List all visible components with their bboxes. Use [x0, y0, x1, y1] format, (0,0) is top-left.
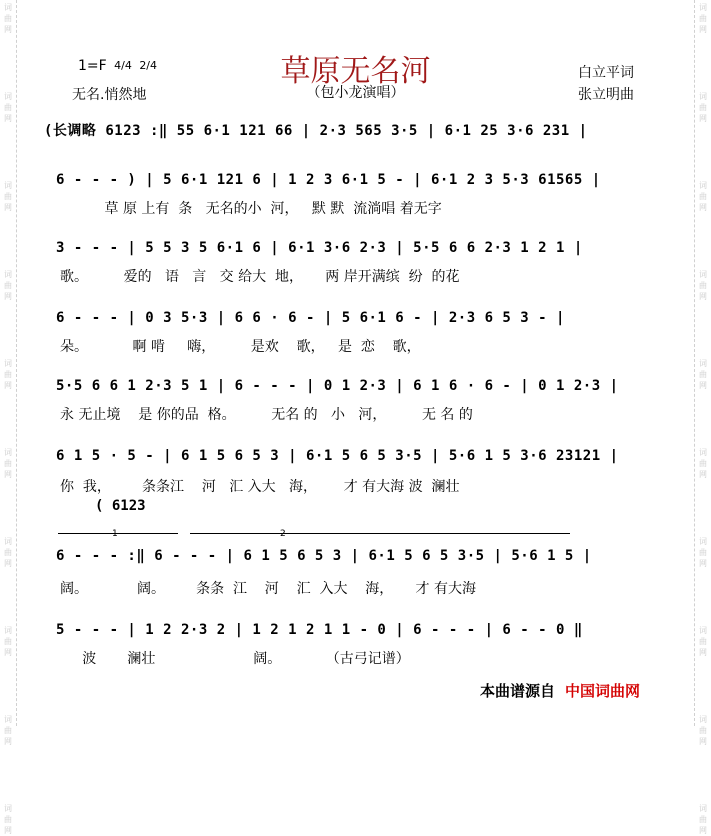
- watermark-text: 词 曲 网: [4, 626, 12, 657]
- time-signature-2: 2/4: [139, 59, 158, 72]
- key-label: 1=F: [78, 58, 107, 74]
- lyrics-line-8: 波 澜壮 阔。 （古弓记谱）: [60, 651, 410, 667]
- footer-site-link[interactable]: 中国词曲网: [565, 682, 641, 700]
- singer-subtitle: （包小龙演唱）: [306, 85, 405, 101]
- score-line-3: 3 - - - | 5 5 3 5 6·1 6 | 6·1 3·6 2·3 | 5·5 6 6 2·3 1 2 1 |: [56, 240, 583, 256]
- ending-1-label: 1: [112, 529, 118, 539]
- watermark-text: 词 曲 网: [699, 448, 707, 479]
- lyrics-line-3: 歌。 爱的 语 言 交 给大 地， 两 岸开满缤 纷 的花: [60, 269, 460, 285]
- source-footer: [480, 680, 640, 701]
- footer-source-label: 本曲谱源自: [480, 682, 556, 700]
- lyricist-credit: 白立平词: [578, 65, 634, 81]
- watermark-text: 词 曲 网: [4, 715, 12, 746]
- watermark-text: 词 曲 网: [4, 359, 12, 390]
- performance-style: 无名.悄然地: [72, 87, 147, 103]
- watermark-text: 词 曲 网: [4, 92, 12, 123]
- watermark-text: 词 曲 网: [699, 626, 707, 657]
- watermark-text: 词 曲 网: [699, 359, 707, 390]
- watermark-text: 词 曲 网: [4, 804, 12, 835]
- ending-1-line: [58, 533, 178, 534]
- ending-2-line: [190, 533, 570, 534]
- score-line-8: 5 - - - | 1 2 2·3 2 | 1 2 1 2 1 1 - 0 | 6 - - - | 6 - - 0 ‖: [56, 622, 583, 638]
- lyrics-line-5: 永 无止境 是 你的品 格。 无名 的 小 河， 无 名 的: [60, 407, 473, 423]
- watermark-text: 词 曲 网: [4, 3, 12, 34]
- score-line-4: 6 - - - | 0 3 5·3 | 6 6 · 6 - | 5 6·1 6 - | 2·3 6 5 3 - |: [56, 310, 565, 326]
- watermark-text: 词 曲 网: [699, 537, 707, 568]
- right-watermark-strip: [694, 0, 711, 835]
- watermark-text: 词 曲 网: [4, 270, 12, 301]
- watermark-text: 词 曲 网: [699, 270, 707, 301]
- lyrics-line-6: 你 我， 条条江 河 汇 入大 海， 才 有大海 波 澜壮: [60, 479, 460, 495]
- repeat-bracket-notes: ( 6123: [95, 498, 146, 514]
- watermark-text: 词 曲 网: [4, 448, 12, 479]
- score-line-2: 6 - - - ) | 5 6·1 121 6 | 1 2 3 6·1 5 - | 6·1 2 3 5·3 61565 |: [56, 172, 601, 188]
- left-watermark-strip: [0, 0, 17, 835]
- score-line-6: 6 1 5 · 5 - | 6 1 5 6 5 3 | 6·1 5 6 5 3·5 | 5·6 1 5 3·6 23121 |: [56, 448, 619, 464]
- watermark-text: 词 曲 网: [4, 181, 12, 212]
- time-signature-1: 4/4: [114, 59, 132, 72]
- key-signature: [78, 58, 157, 74]
- score-line-5: 5·5 6 6 1 2·3 5 1 | 6 - - - | 0 1 2·3 | 6 1 6 · 6 - | 0 1 2·3 |: [56, 378, 619, 394]
- watermark-text: 词 曲 网: [699, 181, 707, 212]
- watermark-text: 词 曲 网: [699, 92, 707, 123]
- composer-credit: 张立明曲: [578, 87, 634, 103]
- watermark-text: 词 曲 网: [699, 804, 707, 835]
- watermark-text: 词 曲 网: [699, 715, 707, 746]
- watermark-text: 词 曲 网: [4, 537, 12, 568]
- lyrics-line-4: 朵。 啊 啃 嗨， 是欢 歌， 是 恋 歌，: [60, 339, 421, 355]
- score-line-7: 6 - - - :‖ 6 - - - | 6 1 5 6 5 3 | 6·1 5 6 5 3·5 | 5·6 1 5 |: [56, 548, 592, 564]
- ending-2-label: 2: [280, 529, 286, 539]
- lyrics-line-2: 草 原 上有 条 无名的小 河， 默 默 流淌唱 着无字: [60, 201, 442, 217]
- watermark-text: 词 曲 网: [699, 3, 707, 34]
- lyrics-line-7: 阔。 阔。 条条 江 河 汇 入大 海， 才 有大海: [60, 581, 477, 597]
- song-title: 草原无名河: [280, 54, 431, 89]
- score-line-1: (长调略 6123 :‖ 55 6·1 121 66 | 2·3 565 3·5 | 6·1 25 3·6 231 |: [44, 123, 588, 139]
